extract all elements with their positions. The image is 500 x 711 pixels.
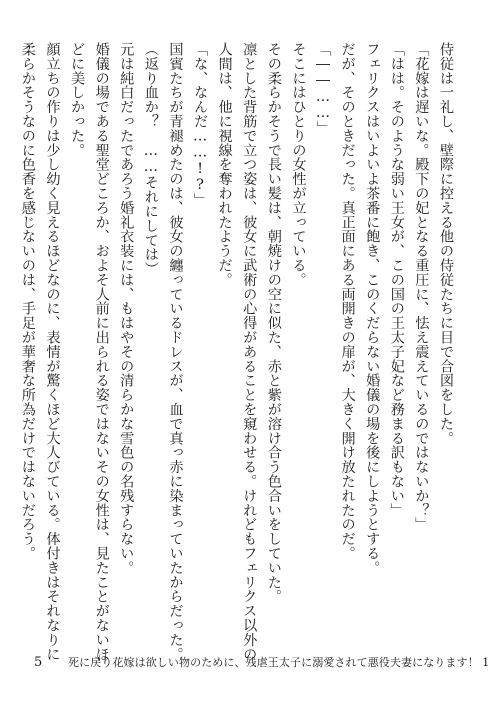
- page-number: 5: [34, 655, 43, 670]
- text-line: そこにはひとりの女性が立っている。: [290, 42, 307, 287]
- text-line: だが、そのときだった。真正面にある両開きの扉が、大きく開け放たれたのだ。: [339, 42, 356, 561]
- text-line: 人間は、他に視線を奪われたようだ。: [216, 42, 233, 287]
- text-line: （返り血か？ ……それにしては）: [142, 42, 159, 276]
- text-line: 侍従は一礼し、壁際に控える他の侍従たちに目で合図をした。: [438, 42, 454, 446]
- page-footer: [0, 653, 500, 673]
- text-line: 婚儀の場である聖堂どころか、およそ人前に出られる姿ではないその女性は、見たことがないほ: [93, 42, 110, 662]
- text-line: その柔らかそうで長い髪は、朝焼けの空に似た、赤と紫が溶け合う色合いをしていた。: [265, 42, 282, 604]
- text-line: 「――……」: [315, 42, 332, 136]
- text-line: 「はは。そのような弱い王女が、この国の王太子妃など務まる訳もない」: [388, 42, 405, 518]
- running-title: 死に戻り花嫁は欲しい物のために、残虐王太子に溺愛されて悪役夫妻になります！ 1: [68, 656, 490, 669]
- text-line: 柔らかそうなのに色香を感じないのは、手足が華奢な所為だけではないだろう。: [19, 42, 36, 561]
- body-text: [19, 42, 458, 662]
- text-line: 元は純白だったであろう婚礼衣装には、もはやその清らかな雪色の名残すらない。: [118, 42, 135, 575]
- text-line: 凛とした背筋で立つ姿は、彼女に武術の心得があることを窺わせる。けれどもフェリクス以外の: [241, 42, 258, 662]
- text-line: 「花嫁は遅いな。殿下の妃となる重圧に、怯え震えているのではないか？」: [413, 42, 430, 532]
- text-line: 顔立ちの作りは少し幼く見えるほどなのに、表情が驚くほど大人びている。体付きはそれなりに: [44, 42, 61, 662]
- text-line: 「な、なんだ……!?」: [192, 42, 209, 208]
- text-line: どに美しかった。: [69, 42, 86, 158]
- text-line: フェリクスはいよいよ茶番に飽き、このくだらない婚儀の場を後にしようとする。: [364, 42, 381, 575]
- text-line: 国賓たちが青褪めたのは、彼女の纏っているドレスが、血で真っ赤に染まっていたからだった。: [167, 42, 184, 662]
